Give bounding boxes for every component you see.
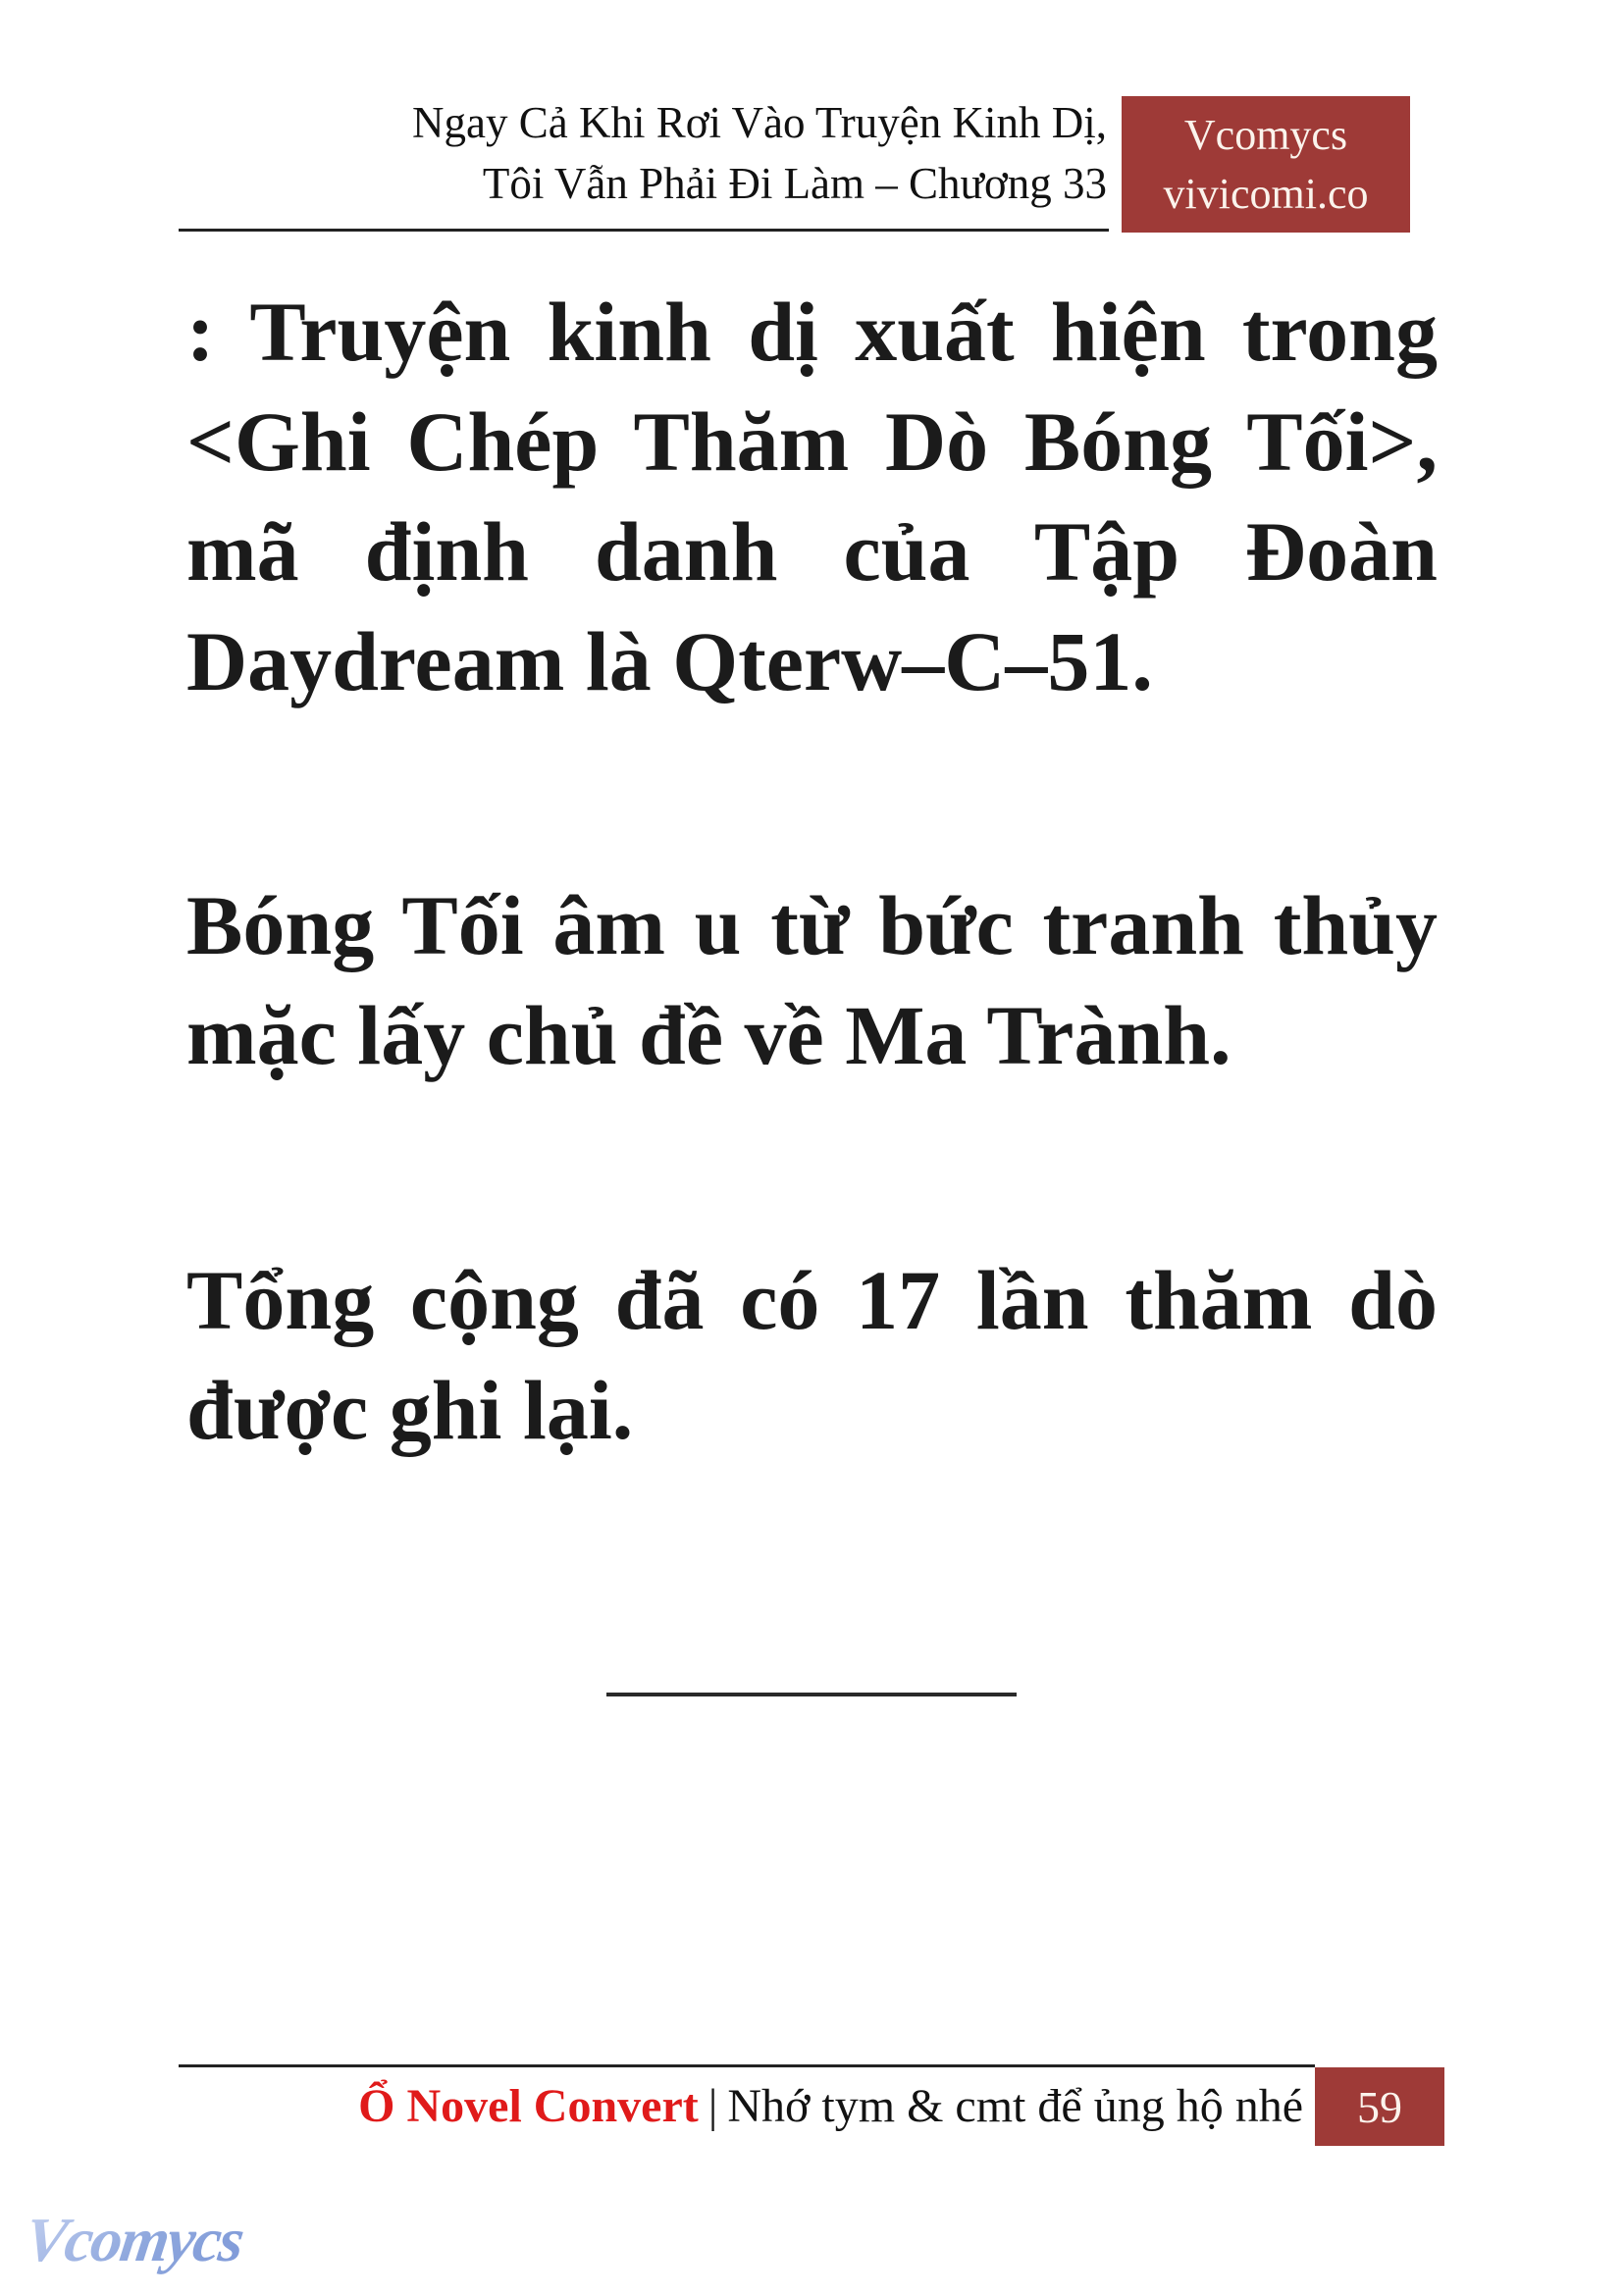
paragraph-2-line-1: Bóng Tối âm u từ bức tranh thủy [186, 878, 1438, 972]
section-divider [606, 1693, 1017, 1696]
vcomycs-watermark-logo: Vcomycs [21, 2205, 247, 2274]
footer-credit [179, 2076, 1303, 2137]
chapter-title-line1: Ngay Cả Khi Rơi Vào Truyện Kinh Dị, [412, 98, 1107, 147]
footer-message: Nhớ tym & cmt để ủng hộ nhé [727, 2080, 1303, 2132]
footer-separator: | [707, 2080, 718, 2132]
brand-box [1122, 96, 1410, 233]
paragraph-3-line-1: Tổng cộng đã có 17 lần thăm dò [186, 1253, 1438, 1347]
header-divider [179, 229, 1109, 232]
chapter-title-line2: Tôi Vẫn Phải Đi Làm – Chương 33 [482, 159, 1107, 208]
brand-name: Vcomycs [1183, 110, 1348, 159]
paragraph-2 [186, 870, 1438, 1090]
footer-brand: Ổ Novel Convert [358, 2080, 699, 2132]
paragraph-1-line-2: <Ghi Chép Thăm Dò Bóng Tối>, [186, 394, 1438, 489]
paragraph-1-line-1: : Truyện kinh dị xuất hiện trong [186, 285, 1438, 379]
brand-site: vivicomi.co [1163, 169, 1369, 218]
page-number: 59 [1357, 2081, 1402, 2132]
page-number-box [1315, 2067, 1444, 2146]
paragraph-2-line-2: mặc lấy chủ đề về Ma Trành. [186, 988, 1231, 1082]
paragraph-3 [186, 1245, 1438, 1465]
paragraph-1-line-3: mã định danh của Tập Đoàn [186, 504, 1438, 599]
paragraph-1 [186, 277, 1438, 716]
footer-divider [179, 2064, 1315, 2067]
paragraph-3-line-2: được ghi lại. [186, 1363, 634, 1457]
paragraph-1-line-4: Daydream là Qterw–C–51. [186, 614, 1153, 708]
chapter-title [179, 92, 1107, 214]
